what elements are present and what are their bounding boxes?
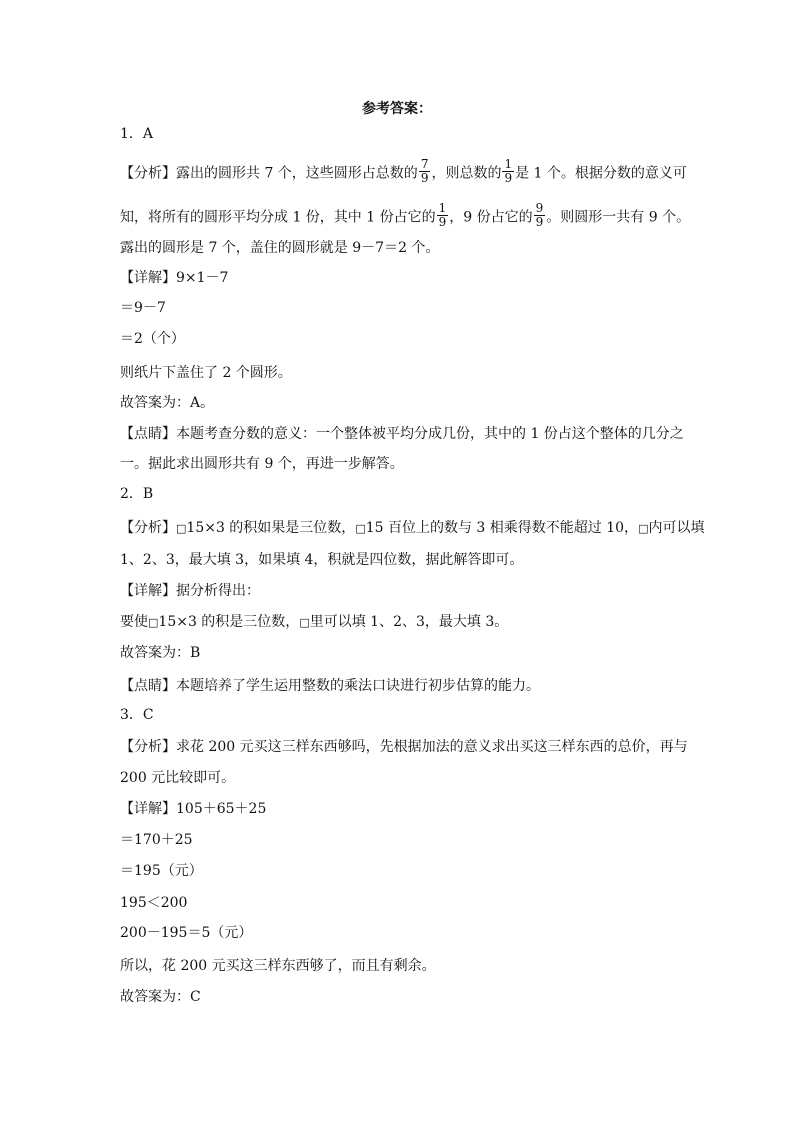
q1-analysis-text-a: 【分析】露出的圆形共 7 个，这些圆形占总数的 xyxy=(120,165,418,182)
fraction-denominator: 9 xyxy=(535,215,544,229)
q2-answer: 故答案为：B xyxy=(120,645,201,661)
fraction-9-9 xyxy=(534,202,546,229)
q2-analysis-text-a: 15×3 的积如果是三位数， xyxy=(186,520,356,536)
q3-analysis-line-1: 【分析】求花 200 元买这三样东西够吗，先根据加法的意义求出买这三样东西的总价，再与 xyxy=(120,739,688,755)
q2-detail-line-1: 【详解】据分析得出： xyxy=(120,583,260,599)
blank-box-icon: □ xyxy=(148,616,159,629)
q2-analysis-text-c: 内可以填 xyxy=(648,520,705,536)
q2-detail-text-b: 15×3 的积是三位数， xyxy=(158,614,300,630)
q2-analysis-text-b: 15 百位上的数与 3 相乘得数不能超过 10， xyxy=(365,520,639,536)
q2-number: 2．B xyxy=(120,486,154,502)
q1-analysis-text-e: ，9 份占它的 xyxy=(449,209,533,226)
q2-detail-line-2 xyxy=(120,612,720,632)
q1-analysis-text-c: 是 1 个。根据分数的意义可 xyxy=(515,165,687,182)
fraction-numerator: 9 xyxy=(535,201,544,215)
q1-comment-line-2: 一。据此求出圆形共有 9 个，再进一步解答。 xyxy=(120,456,404,472)
q1-comment-line-1: 【点睛】本题考查分数的意义：一个整体被平均分成几份，其中的 1 份占这个整体的几分之 xyxy=(120,426,684,442)
q3-detail-line-3: ＝195（元） xyxy=(120,863,203,879)
q3-answer: 故答案为：C xyxy=(120,989,201,1005)
q2-detail-text-c: 里可以填 1、2、3，最大填 3。 xyxy=(309,614,509,630)
q2-comment: 【点睛】本题培养了学生运用整数的乘法口诀进行初步估算的能力。 xyxy=(120,678,540,694)
blank-box-icon: □ xyxy=(299,616,310,629)
q1-answer: 故答案为：A。 xyxy=(120,395,215,411)
q1-analysis-text-f: 。则圆形一共有 9 个。 xyxy=(546,209,691,226)
q3-difference: 200－195＝5（元） xyxy=(120,925,253,941)
q1-analysis-text-d: 知，将所有的圆形平均分成 1 份，其中 1 份占它的 xyxy=(120,209,436,226)
q3-detail-line-1: 【详解】105＋65＋25 xyxy=(120,801,267,817)
q1-number: 1．A xyxy=(120,126,154,142)
q1-analysis-line-3: 露出的圆形是 7 个，盖住的圆形就是 9－7＝2 个。 xyxy=(120,240,440,256)
q1-detail-line-1: 【详解】9×1－7 xyxy=(120,270,229,286)
fraction-1-9 xyxy=(437,202,449,229)
blank-box-icon: □ xyxy=(176,522,187,535)
fraction-denominator: 9 xyxy=(420,171,429,185)
q1-detail-line-3: ＝2（个） xyxy=(120,331,185,347)
q1-conclusion: 则纸片下盖住了 2 个圆形。 xyxy=(120,365,292,381)
blank-box-icon: □ xyxy=(638,522,649,535)
fraction-1-9 xyxy=(502,158,514,185)
fraction-7-9 xyxy=(419,158,431,185)
q3-analysis-line-2: 200 元比较即可。 xyxy=(120,770,236,786)
q1-analysis-line-1 xyxy=(120,157,720,185)
fraction-numerator: 1 xyxy=(504,157,513,171)
blank-box-icon: □ xyxy=(355,522,366,535)
q1-detail-line-2: ＝9－7 xyxy=(120,300,166,316)
page-title: 参考答案： xyxy=(362,101,432,117)
q2-analysis-label: 【分析】 xyxy=(120,520,176,536)
q2-analysis-line-2: 1、2、3，最大填 3，如果填 4，积就是四位数，据此解答即可。 xyxy=(120,552,524,568)
q2-analysis-line-1 xyxy=(120,518,720,538)
fraction-denominator: 9 xyxy=(438,215,447,229)
q3-detail-line-2: ＝170＋25 xyxy=(120,832,193,848)
q3-number: 3．C xyxy=(120,707,154,723)
q1-analysis-line-2 xyxy=(120,201,720,229)
q2-detail-text-a: 要使 xyxy=(120,614,148,630)
q3-comparison: 195＜200 xyxy=(120,895,188,911)
q1-analysis-text-b: ，则总数的 xyxy=(431,165,502,182)
fraction-numerator: 1 xyxy=(438,201,447,215)
fraction-numerator: 7 xyxy=(420,157,429,171)
fraction-denominator: 9 xyxy=(504,171,513,185)
q3-conclusion: 所以，花 200 元买这三样东西够了，而且有剩余。 xyxy=(120,958,436,974)
